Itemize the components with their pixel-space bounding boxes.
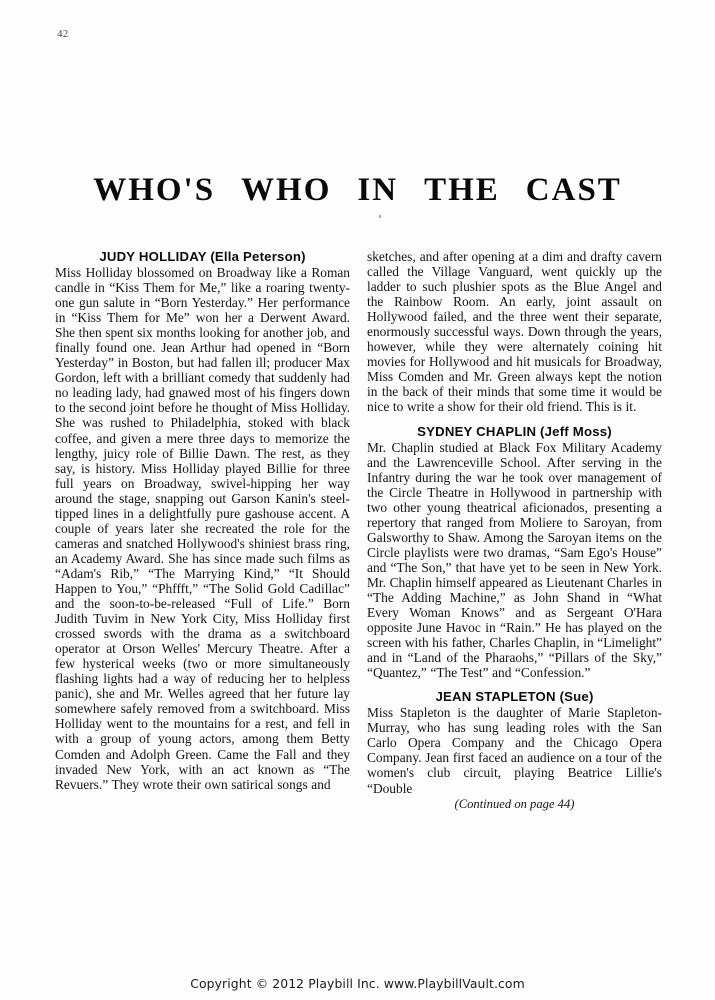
scan-artifact-speck: [379, 215, 381, 218]
cast-entry-text-sydney-chaplin: Mr. Chaplin studied at Black Fox Military Academy and the Lawrenceville School. After serving in the Infantry during the war he took over management of the Circle Theatre in Hollywood in partnership with two other young theatrical aficionados, presenting a repertory that ranged from Moliere to Saroyan, from Galsworthy to Shaw. Among the Saroyan items on the Circle playlists were two dramas, “Sam Ego's House” and “The Son,” that have yet to be seen in New York. Mr. Chaplin himself appeared as Lieutenant Charles in “The Adding Machine,” as John Shand in “What Every Woman Knows” and as Sergeant O'Hara opposite June Havoc in “Rain.” He has played on the screen with his father, Charles Chaplin, in “Limelight” and in “Land of the Pharaohs,” “Pillars of the Sky,” “Quantez,” “The Test” and “Confession.”: [367, 439, 662, 681]
cast-entry-heading-judy-holliday: JUDY HOLLIDAY (Ella Peterson): [99, 249, 306, 264]
copyright-footer: Copyright © 2012 Playbill Inc. www.PlaybillVault.com: [190, 976, 525, 991]
title-word-3: IN: [357, 172, 399, 208]
two-column-body: [55, 249, 662, 812]
cast-entry-heading-jean-stapleton: JEAN STAPLETON (Sue): [435, 689, 594, 705]
title-word-1: WHO'S: [93, 172, 216, 208]
continued-note: (Continued on page 44): [454, 796, 575, 811]
cast-entry-text-judy-holliday-continued: sketches, and after opening at a dim and drafty cavern called the Village Vanguard, went quickly up the ladder to such plushier spots as the Blue Angel and the Rainbow Room. An early, joint assault on Hollywood failed, and the three went their separate, enormously successful ways. Down through the years, however, while they were alternately coining hit movies for Hollywood and hit musicals for Broadway, Miss Comden and Mr. Green always kept the notion in the back of their minds that some time it would be nice to write a show for their old friend. This is it.: [367, 249, 662, 415]
cast-entry-text-jean-stapleton: Miss Stapleton is the daughter of Marie Stapleton-Murray, who has sung leading roles with the San Carlo Opera Company and the Chicago Opera Company. Jean first faced an audience on a tour of the women's club circuit, playing Beatrice Lillie's “Double: [367, 705, 662, 796]
title-word-5: CAST: [525, 172, 622, 208]
left-column: [55, 249, 350, 812]
cast-entry-heading-sydney-chaplin: SYDNEY CHAPLIN (Jeff Moss): [417, 423, 612, 439]
right-column: [367, 249, 662, 812]
page-number: 42: [57, 28, 69, 40]
cast-entry-text-judy-holliday: Miss Holliday blossomed on Broadway like a Roman candle in “Kiss Them for Me,” like a roaring twenty-one gun salute in “Born Yesterday.” Her performance in “Kiss Them for Me” won her a Derwent Award. She then spent six months looking for another job, and finally found one. Jean Arthur had opened in “Born Yesterday” in Boston, but had fallen ill; producer Max Gordon, left with a brilliant comedy that suddenly had no leading lady, had gnawed most of his fingers down to the second joint before he thought of Miss Holliday. She was rushed to Philadelphia, stoked with black coffee, and given a mere three days to memorize the lengthy, juicy role of Billie Dawn. The rest, as they say, is history. Miss Holliday played Billie for three full years on Broadway, swivel-hipping her way around the stage, snapping out Garson Kanin's steel-tipped lines in a delightfully pure gashouse accent. A couple of years later she recreated the role for the cameras and snatched Hollywood's shiniest brass ring, an Academy Award. She has since made such films as “Adam's Rib,” “The Marrying Kind,” “It Should Happen to You,” “Phffft,” “The Solid Gold Cadillac” and the soon-to-be-released “Full of Life.” Born Judith Tuvim in New York City, Miss Holliday first crossed swords with the drama as a switchboard operator at Orson Welles' Mercury Theatre. After a few hysterical weeks (two or more simultaneously flashing lights had a way of reducing her to helpless panic), she and Mr. Welles agreed that her future lay somewhere safely removed from a switchboard. Miss Holliday went to the mountains for a rest, and fell in with a group of young actors, among them Betty Comden and Adolph Green. Came the Fall and they invaded New York, with an act known as “The Revuers.” They wrote their own satirical songs and: [55, 265, 350, 792]
title-word-2: WHO: [241, 172, 332, 208]
page-title: [0, 172, 715, 209]
title-word-4: THE: [424, 172, 500, 208]
